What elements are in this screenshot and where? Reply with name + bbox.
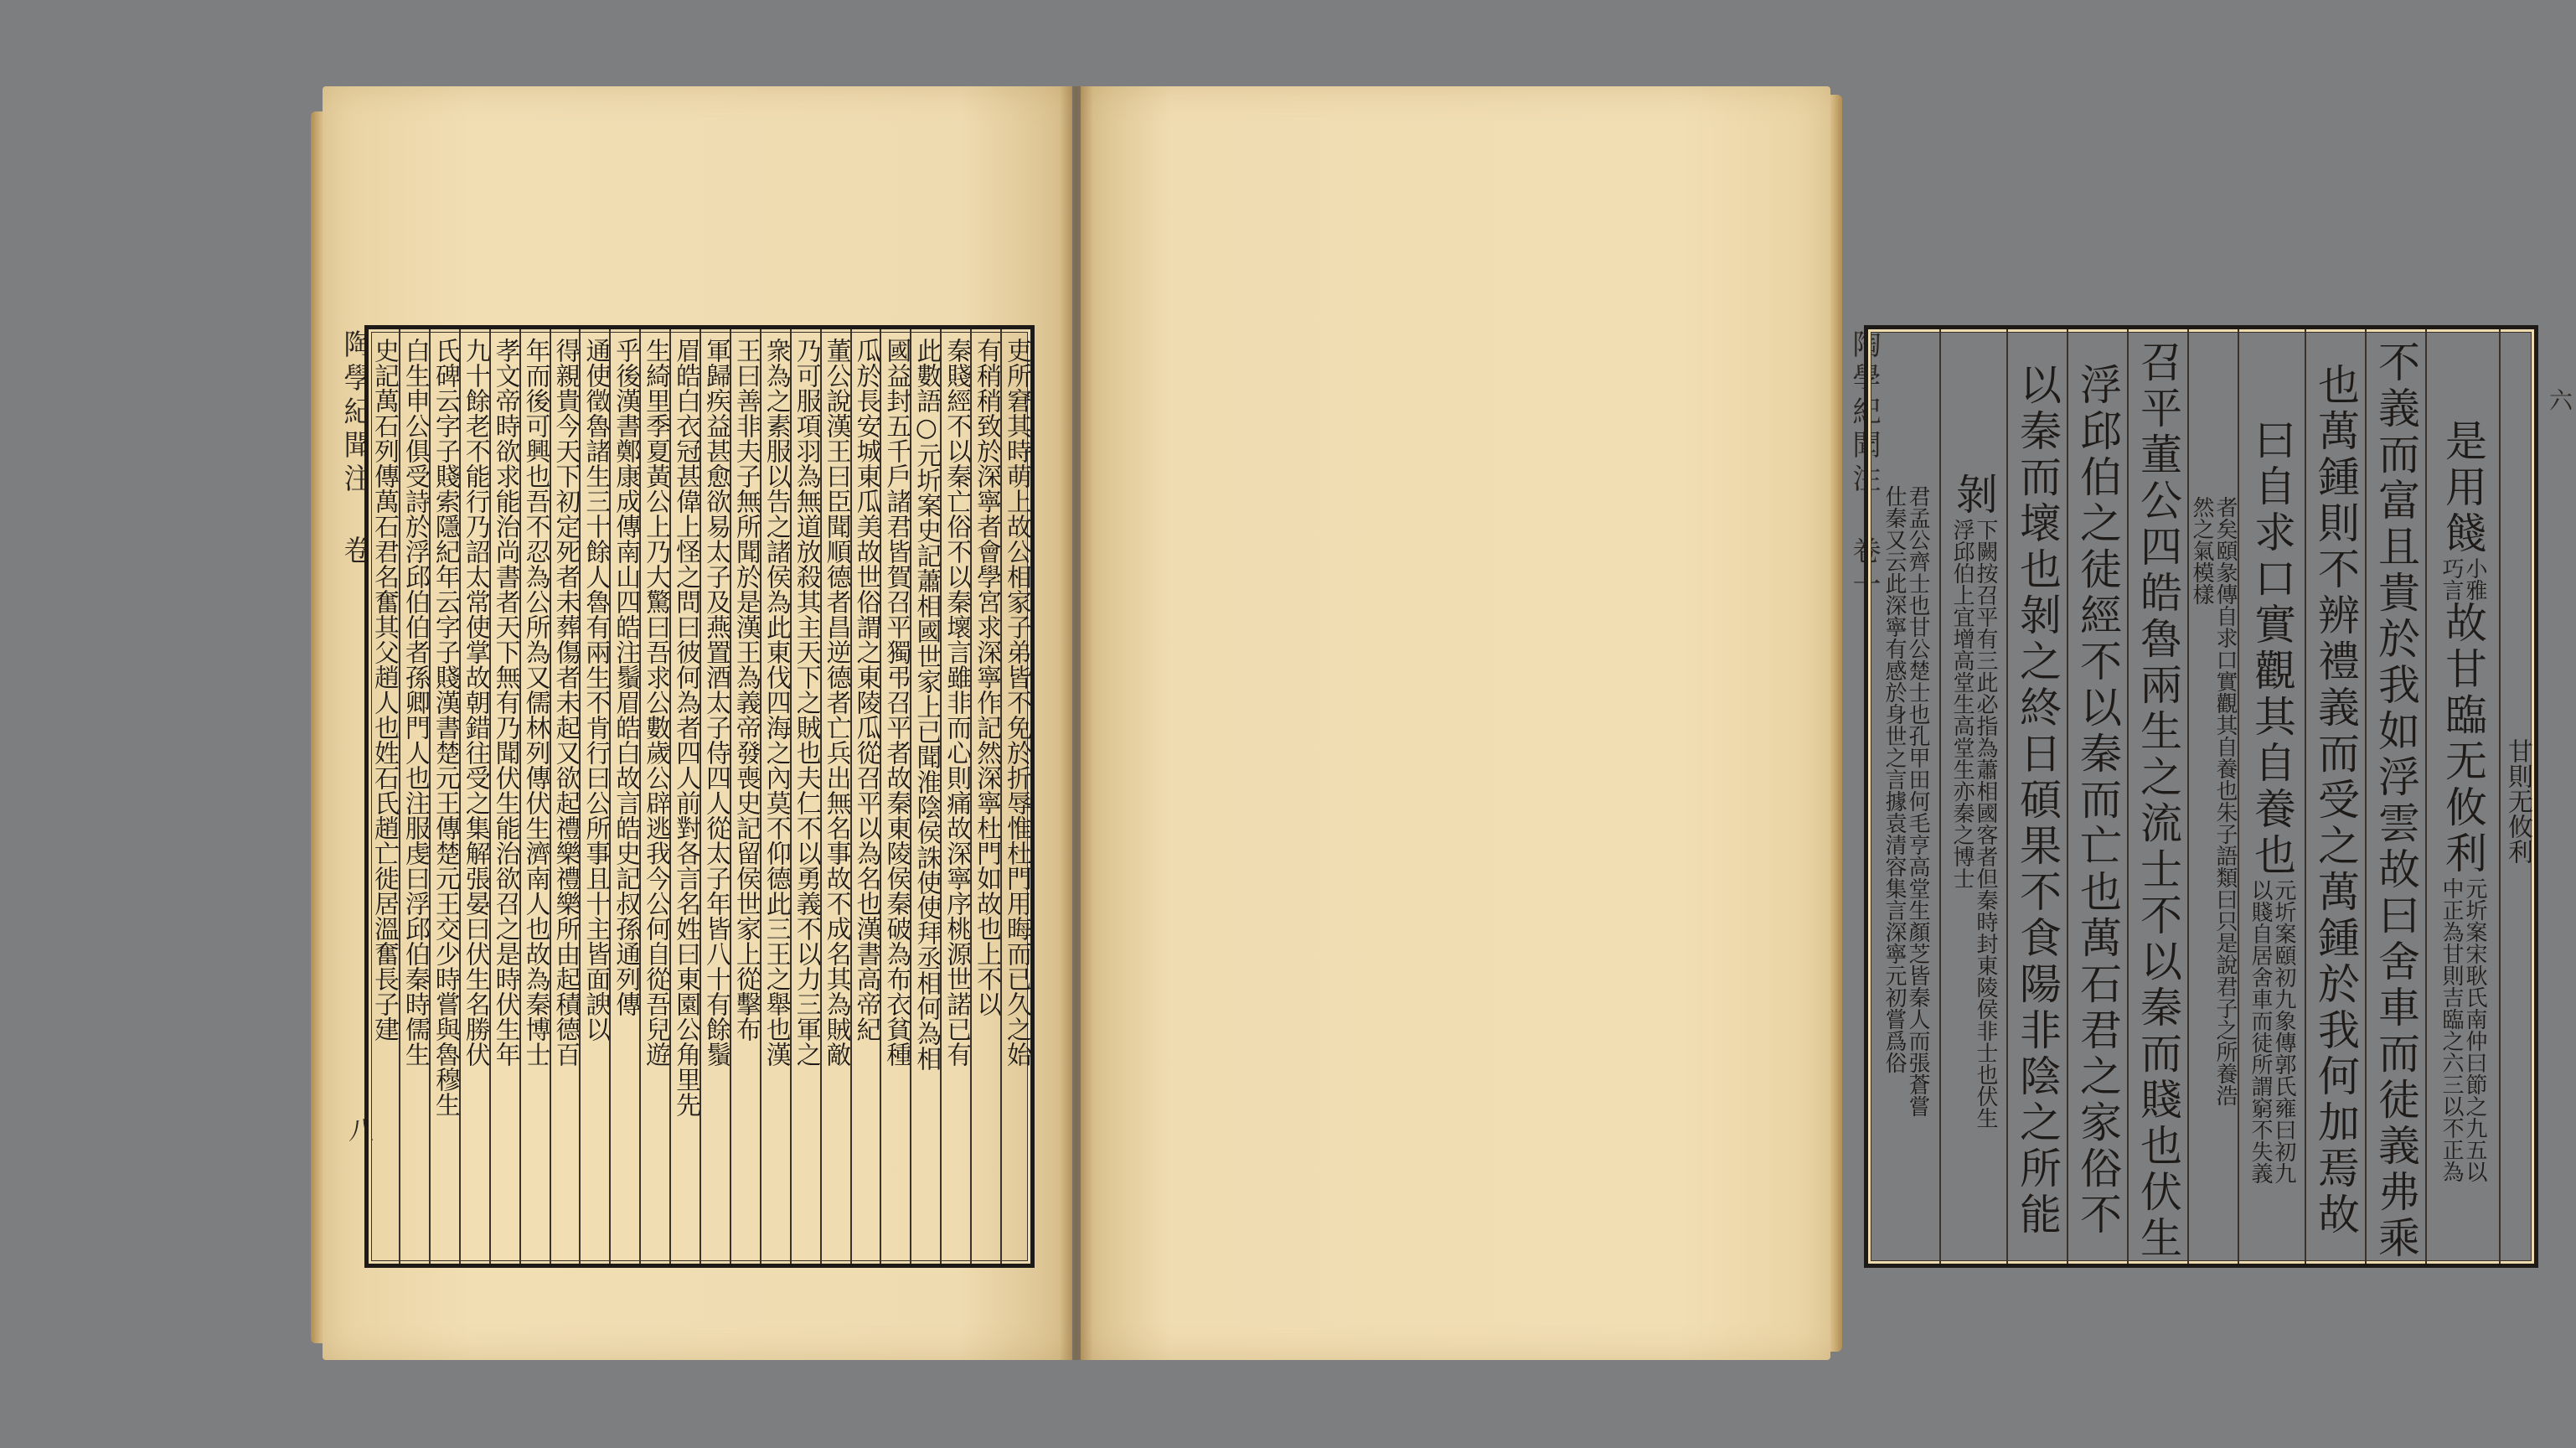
right-running-title-text: 陶學紀聞注 卷一 bbox=[1847, 329, 1881, 602]
text-column bbox=[790, 329, 820, 1264]
commentary-text: 甘則无攸利 bbox=[2503, 737, 2532, 864]
column-text: 孝文帝時欲求能治尚書者天下無有乃聞伏生能治欲召之是時伏生年 bbox=[490, 338, 520, 1067]
text-column bbox=[639, 329, 669, 1264]
text-column bbox=[2187, 329, 2238, 1264]
text-column bbox=[820, 329, 850, 1264]
commentary-line: 下闕按召平有三此必指為蕭相國客者但秦時封東陵侯非士也伏生 bbox=[1973, 519, 1998, 1129]
book-gutter bbox=[1060, 86, 1093, 1360]
column-text: 國益封五千戶諸君皆賀召平獨弔召平者故秦東陵侯秦破為布衣貧種 bbox=[881, 338, 911, 1067]
commentary-double-row bbox=[1951, 519, 1996, 1129]
column-text: 史記萬石列傳萬石君名奮其父趙人也姓石氏趙亡徙居溫奮長子建 bbox=[369, 338, 400, 1042]
commentary-double-row bbox=[1883, 485, 1928, 1117]
text-column bbox=[519, 329, 550, 1264]
column-text: 董公說漢王曰臣聞順德者昌逆德者亡兵出無名事故不成名其為賊敵 bbox=[821, 338, 851, 1067]
right-text-frame bbox=[1864, 325, 2538, 1268]
column-text: 秦賤經不以秦亡俗不以秦壞言雖非而心則痛故深寧序桃源世諾已有 bbox=[942, 338, 972, 1067]
commentary-line: 中正為甘則吉臨之六三以不正為 bbox=[2439, 877, 2464, 1182]
main-text: 故甘臨无攸利 bbox=[2439, 601, 2487, 877]
text-column bbox=[489, 329, 519, 1264]
right-text-columns bbox=[1868, 329, 2534, 1264]
column-text: 九十餘老不能行乃詔太常使掌故朝錯往受之集解張晏曰伏生名勝伏 bbox=[460, 338, 490, 1067]
main-text: 剝 bbox=[1949, 473, 1998, 519]
commentary-double-row bbox=[2440, 877, 2486, 1182]
text-column bbox=[669, 329, 699, 1264]
column-text: 乎後漢書鄭康成傳南山四皓注鬚眉皓白故言皓史記叔孫通列傳 bbox=[611, 338, 641, 1016]
text-column bbox=[2365, 329, 2425, 1264]
left-page bbox=[323, 86, 1072, 1360]
left-folio-number: 八 bbox=[343, 1117, 373, 1142]
text-column bbox=[940, 329, 970, 1264]
commentary-line: 君孟公齊士也甘公楚士也孔甲田何毛亨高堂生顏芝皆秦人而張蒼嘗 bbox=[1905, 484, 1930, 1117]
commentary-line: 浮邱伯上宜增高堂生高堂生亦秦之博士 bbox=[1949, 519, 1975, 889]
column-text: 氏碑云字子賤索隱紀年云字子賤漢書楚元王傳楚元王交少時嘗與魯穆生 bbox=[430, 338, 460, 1117]
column-text: 瓜於長安城東瓜美故世俗謂之東陵瓜從召平以為名也漢書高帝紀 bbox=[851, 338, 881, 1042]
commentary-line: 以賤自居舍車而徒所謂窮不失義 bbox=[2248, 878, 2273, 1184]
text-column bbox=[2067, 329, 2127, 1264]
main-text: 是用餞 bbox=[2439, 419, 2487, 557]
right-page bbox=[1081, 86, 2573, 1360]
text-column bbox=[910, 329, 940, 1264]
inline-note-line: 小雅 bbox=[2462, 557, 2487, 601]
text-column bbox=[2425, 329, 2499, 1264]
main-text: 浮邱伯之徒經不以秦而亡也萬石君之家俗不 bbox=[2073, 363, 2122, 1239]
commentary-line: 仕秦又云此深寧有感於身世之言據袁清容集言深寧元初嘗爲俗 bbox=[1882, 484, 1907, 1073]
column-text: 年而後可興也吾不忍為公所為又儒林列傳伏生濟南人也故為秦博士 bbox=[520, 338, 550, 1067]
text-column bbox=[369, 329, 399, 1264]
text-column bbox=[1872, 329, 1939, 1264]
text-column bbox=[609, 329, 639, 1264]
commentary-line: 元圻案頤初九象傳郭氏雍曰初九 bbox=[2271, 878, 2296, 1184]
commentary-double-row bbox=[2249, 879, 2295, 1184]
text-column bbox=[2238, 329, 2305, 1264]
text-column bbox=[850, 329, 880, 1264]
column-text: 王曰善非夫子無所聞於是漢王為義帝發喪史記留侯世家上從擊布 bbox=[730, 338, 761, 1042]
text-column bbox=[699, 329, 730, 1264]
inline-note bbox=[2440, 557, 2486, 601]
text-column bbox=[2006, 329, 2067, 1264]
text-column bbox=[760, 329, 790, 1264]
right-folio-number: 六 bbox=[2546, 388, 2573, 411]
column-text: 得親貴今天下初定死者未葬傷者未起又欲起禮樂禮樂所由起積德百 bbox=[550, 338, 581, 1067]
text-column bbox=[1000, 329, 1030, 1264]
left-text-frame bbox=[364, 325, 1035, 1268]
inline-note-line: 巧言 bbox=[2439, 557, 2464, 601]
column-text: 眉皓白衣冠甚偉上怪之問曰彼何為者四人前對各言名姓曰東園公角里先 bbox=[671, 338, 701, 1117]
text-column bbox=[880, 329, 910, 1264]
main-text: 曰自求口實觀其自養也 bbox=[2248, 417, 2296, 879]
main-text: 召平董公四皓魯兩生之流士不以秦而賤也伏生 bbox=[2134, 339, 2182, 1262]
text-column bbox=[2127, 329, 2187, 1264]
text-column bbox=[1939, 329, 2006, 1264]
commentary-double-row bbox=[2191, 496, 2236, 1106]
main-text: 也萬鍾則不辨禮義而受之萬鍾於我何加焉故 bbox=[2311, 363, 2360, 1239]
column-text: 白生申公俱受詩於浮邱伯伯者孫卿門人也注服虔曰浮邱伯秦時儒生 bbox=[400, 338, 430, 1067]
left-running-title-text: 陶學紀聞注 卷 bbox=[338, 329, 372, 569]
column-text: 通使徵魯諸生三十餘人魯有兩生不肯行曰公所事且十主皆面諛以 bbox=[581, 338, 611, 1042]
left-text-columns bbox=[369, 329, 1030, 1264]
text-column bbox=[579, 329, 609, 1264]
main-text: 不義而富且貴於我如浮雲故曰舍車而徒義弗乘 bbox=[2372, 339, 2420, 1262]
text-column bbox=[2499, 329, 2534, 1264]
column-text: 吏所窘其時萌上故公相家子弟皆不免於折辱惟杜門用晦而已久之始 bbox=[1002, 338, 1032, 1067]
commentary-line: 元圻案宋耿氏南仲曰節之九五以 bbox=[2462, 877, 2487, 1182]
text-column bbox=[730, 329, 760, 1264]
text-column bbox=[550, 329, 580, 1264]
commentary-line: 然之氣模樣 bbox=[2189, 495, 2214, 605]
column-text: 軍歸疾益甚愈欲易太子及燕置酒太子侍四人從太子年皆八十有餘鬚 bbox=[700, 338, 730, 1067]
open-book bbox=[323, 86, 2573, 1364]
column-text: 有稍稍致於深寧者會學宮求深寧作記然深寧杜門如故也上不以 bbox=[972, 338, 1002, 1016]
text-column bbox=[459, 329, 489, 1264]
main-text: 以秦而壞也剝之終日碩果不食陽非陰之所能 bbox=[2013, 363, 2062, 1239]
column-text: 衆為之素服以告之諸侯為此東伐四海之內莫不仰德此三王之舉也漢 bbox=[761, 338, 791, 1067]
column-text: 此數語○元圻案史記蕭相國世家上已聞淮陰侯誅使使拜丞相何為相 bbox=[911, 338, 942, 1071]
text-column bbox=[2305, 329, 2365, 1264]
commentary-line: 者矣頤彖傳自求口實觀其自養也朱子語類曰只是說君子之所養浩 bbox=[2212, 495, 2238, 1106]
column-text: 生綺里季夏黃公上乃大驚曰吾求公數歲公辟逃我今公何自從吾兒遊 bbox=[641, 338, 671, 1067]
text-column bbox=[970, 329, 1000, 1264]
column-text: 乃可服項羽為無道放殺其主天下之賊也夫仁不以勇義不以力三軍之 bbox=[791, 338, 821, 1067]
text-column bbox=[429, 329, 459, 1264]
text-column bbox=[399, 329, 429, 1264]
